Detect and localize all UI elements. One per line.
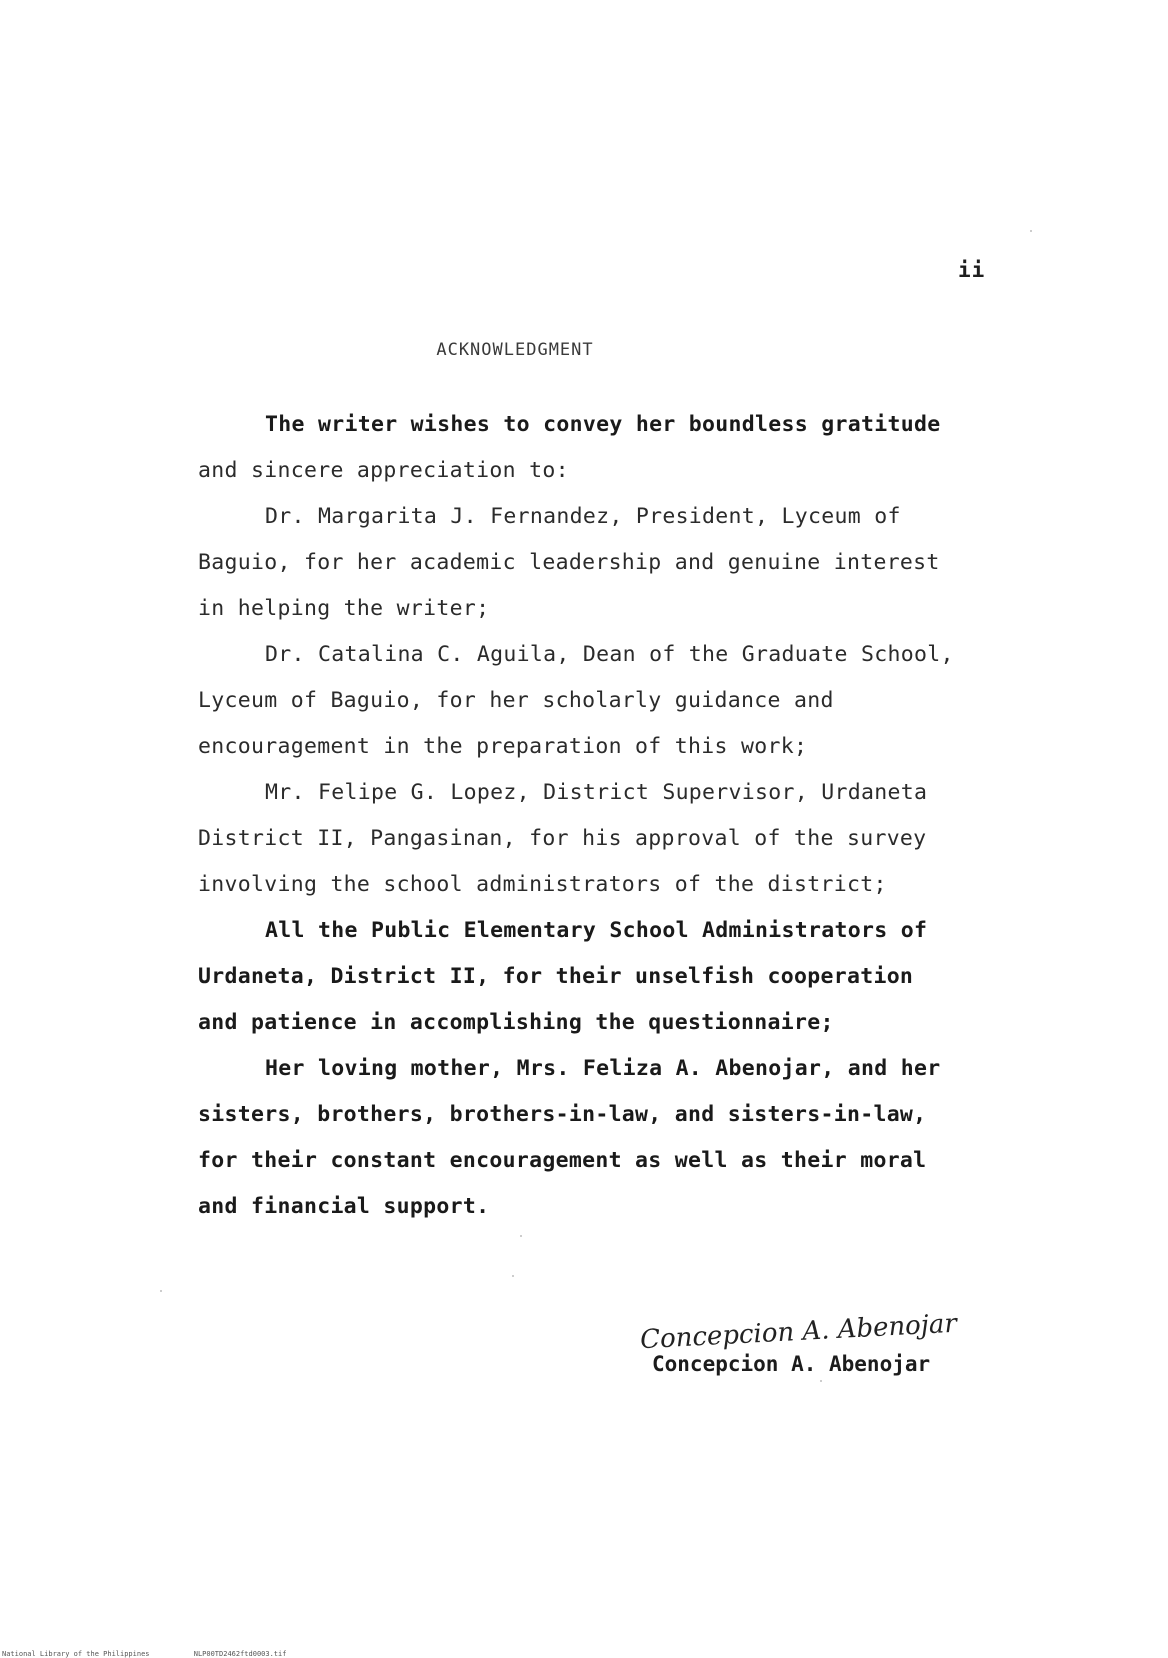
- text-line: Her loving mother, Mrs. Feliza A. Abenojar, and her: [265, 1056, 941, 1081]
- text-line: Mr. Felipe G. Lopez, District Supervisor, Urdaneta: [265, 780, 928, 805]
- text-line: and patience in accomplishing the questionnaire;: [198, 1010, 834, 1035]
- text-line: Lyceum of Baguio, for her scholarly guidance and: [198, 688, 834, 713]
- footer-library: National Library of the Philippines: [2, 1650, 150, 1658]
- scan-footer: [2, 1650, 326, 1658]
- text-line: for their constant encouragement as well as their moral: [198, 1148, 927, 1173]
- handwritten-signature: Concepcion A. Abenojar: [639, 1308, 958, 1356]
- text-line: The writer wishes to convey her boundless gratitude: [265, 412, 941, 437]
- text-line: Dr. Margarita J. Fernandez, President, Lyceum of: [265, 504, 901, 529]
- signatory-name: Concepcion A. Abenojar: [652, 1352, 931, 1376]
- text-line: All the Public Elementary School Administrators of: [265, 918, 928, 943]
- text-line: in helping the writer;: [198, 596, 490, 621]
- text-line: sisters, brothers, brothers-in-law, and sisters-in-law,: [198, 1102, 927, 1127]
- text-line: Baguio, for her academic leadership and genuine interest: [198, 550, 940, 575]
- scan-speck: [160, 1290, 162, 1292]
- text-line: encouragement in the preparation of this work;: [198, 734, 808, 759]
- page-number: ii: [958, 258, 986, 282]
- text-line: involving the school administrators of the district;: [198, 872, 887, 897]
- scan-speck: [1030, 230, 1032, 232]
- text-line: District II, Pangasinan, for his approval of the survey: [198, 826, 927, 851]
- text-line: and financial support.: [198, 1194, 490, 1219]
- scan-speck: [520, 1235, 522, 1237]
- footer-file: NLP00TD2462ftd0003.tif: [193, 1650, 287, 1658]
- text-line: Urdaneta, District II, for their unselfish cooperation: [198, 964, 914, 989]
- text-line: and sincere appreciation to:: [198, 458, 569, 483]
- scan-speck: [512, 1275, 514, 1277]
- text-line: Dr. Catalina C. Aguila, Dean of the Graduate School,: [265, 642, 954, 667]
- page-heading: ACKNOWLEDGMENT: [436, 340, 594, 360]
- scan-speck: [820, 1380, 822, 1382]
